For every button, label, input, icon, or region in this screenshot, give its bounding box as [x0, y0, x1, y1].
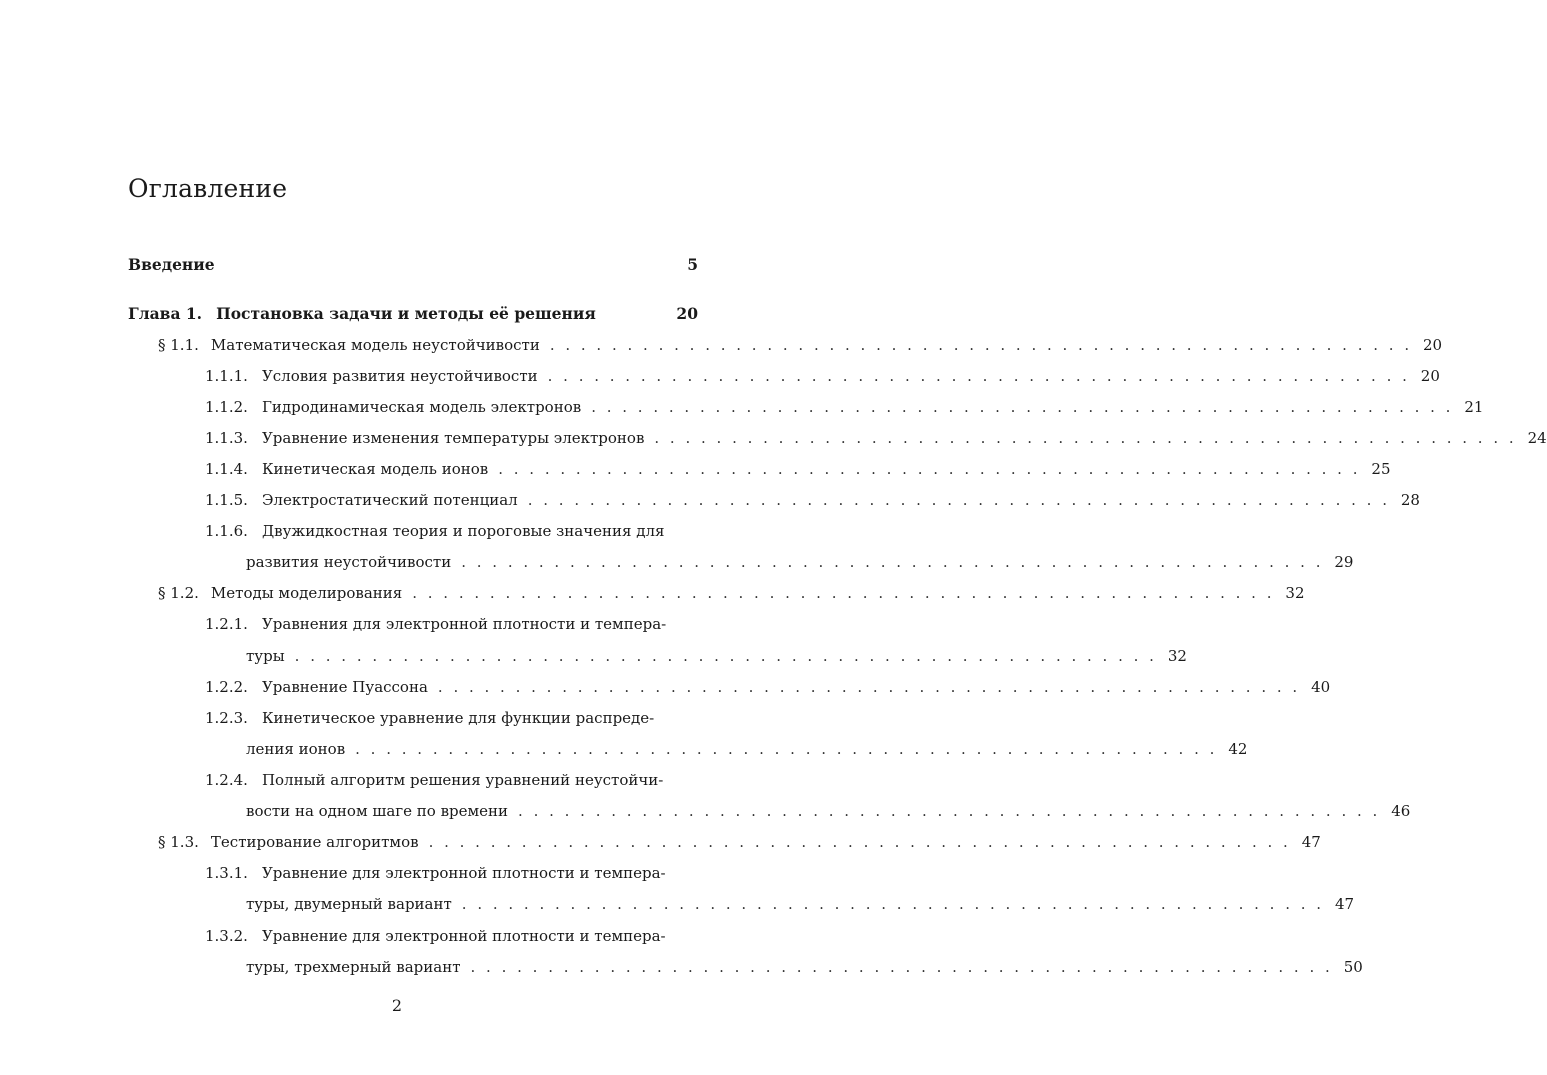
- toc-entry-subsection-line2: [246, 895, 1355, 913]
- dot-leader: . . . . . . . . . . . . . . . . . . . . . . . . . . . . . . . . . . . . . . . . . . . . . . . . . . . . . . . .: [470, 958, 1333, 976]
- entry-number: 1.2.3.: [205, 709, 248, 727]
- entry-number: Глава 1.: [128, 304, 203, 323]
- dot-leader: . . . . . . . . . . . . . . . . . . . . . . . . . . . . . . . . . . . . . . . . . . . . . . . . . . . . . . . .: [355, 740, 1218, 758]
- entry-page: 32: [1167, 647, 1187, 665]
- entry-number: 1.3.2.: [205, 927, 248, 945]
- entry-title: Уравнение для электронной плотности и темпера-: [261, 864, 666, 882]
- entry-title: Кинетическое уравнение для функции распреде-: [261, 709, 655, 727]
- dot-leader: . . . . . . . . . . . . . . . . . . . . . . . . . . . . . . . . . . . . . . . . . . . . . . . . . . . . . . . .: [412, 584, 1275, 602]
- entry-title-continuation: туры, трехмерный вариант: [246, 958, 461, 976]
- toc-heading: Оглавление: [128, 174, 288, 203]
- entry-page: 21: [1464, 398, 1484, 416]
- dot-leader: . . . . . . . . . . . . . . . . . . . . . . . . . . . . . . . . . . . . . . . . . . . . . . . . . . . . . . . .: [527, 491, 1390, 509]
- entry-title: Гидродинамическая модель электронов: [261, 398, 582, 416]
- entry-page: 32: [1285, 584, 1305, 602]
- entry-number: 1.3.1.: [205, 864, 248, 882]
- toc-entry-subsection-line2: [246, 647, 1187, 665]
- toc-entry-subsection: [205, 460, 1391, 478]
- entry-number: 1.2.4.: [205, 771, 248, 789]
- entry-page: 47: [1301, 833, 1321, 851]
- toc-entry-subsection-line2: [246, 553, 1354, 571]
- entry-number: 1.2.2.: [205, 678, 248, 696]
- toc-entry-section-1-1: [158, 336, 1443, 354]
- entry-page: 25: [1371, 460, 1391, 478]
- entry-title: Электростатический потенциал: [261, 491, 518, 509]
- entry-title: Уравнения для электронной плотности и темпера-: [261, 615, 667, 633]
- entry-page: 28: [1400, 491, 1420, 509]
- entry-number: § 1.1.: [158, 336, 199, 354]
- dot-leader: . . . . . . . . . . . . . . . . . . . . . . . . . . . . . . . . . . . . . . . . . . . . . . . . . . . . . . . .: [437, 678, 1301, 696]
- entry-title: Методы моделирования: [210, 584, 403, 602]
- entry-title: Уравнение для электронной плотности и темпера-: [261, 927, 666, 945]
- entry-page: 47: [1334, 895, 1355, 913]
- toc-entry-section-1-2: [158, 584, 1305, 602]
- entry-page: 20: [1423, 336, 1443, 354]
- toc-entry-section-1-3: [158, 833, 1321, 851]
- entry-title: Уравнение изменения температуры электронов: [261, 429, 645, 447]
- entry-page: 46: [1391, 802, 1411, 820]
- dot-leader: . . . . . . . . . . . . . . . . . . . . . . . . . . . . . . . . . . . . . . . . . . . . . . . . . . . . . . . .: [518, 802, 1381, 820]
- dot-leader: . . . . . . . . . . . . . . . . . . . . . . . . . . . . . . . . . . . . . . . . . . . . . . . . . . . . . . . .: [461, 895, 1325, 913]
- entry-title: Уравнение Пуассона: [261, 678, 428, 696]
- toc-entry-subsection: [205, 398, 1484, 416]
- entry-title: Двужидкостная теория и пороговые значения для: [261, 522, 665, 540]
- toc-entry-intro: [128, 256, 698, 274]
- entry-page: 20: [1420, 367, 1440, 385]
- toc-entry-subsection-line2: [246, 958, 1363, 976]
- entry-number: 1.2.1.: [205, 615, 248, 633]
- entry-number: 1.1.1.: [205, 367, 248, 385]
- entry-title-continuation: ления ионов: [246, 740, 346, 758]
- dot-leader: . . . . . . . . . . . . . . . . . . . . . . . . . . . . . . . . . . . . . . . . . . . . . . . . . . . . . . . .: [461, 553, 1324, 571]
- dot-leader: . . . . . . . . . . . . . . . . . . . . . . . . . . . . . . . . . . . . . . . . . . . . . . . . . . . . . . . .: [498, 460, 1361, 478]
- entry-number: 1.1.4.: [205, 460, 248, 478]
- toc-entry-subsection: [205, 678, 1331, 696]
- entry-page: 40: [1311, 678, 1331, 696]
- entry-number: 1.1.5.: [205, 491, 248, 509]
- toc-entry-subsection: [205, 491, 1420, 509]
- entry-title-continuation: туры, двумерный вариант: [246, 895, 452, 913]
- entry-page: 24: [1527, 429, 1547, 447]
- entry-title: Условия развития неустойчивости: [261, 367, 538, 385]
- entry-title: Полный алгоритм решения уравнений неустойчи-: [261, 771, 664, 789]
- entry-page: 20: [676, 304, 698, 323]
- dot-leader: . . . . . . . . . . . . . . . . . . . . . . . . . . . . . . . . . . . . . . . . . . . . . . . . . . . . . . . .: [294, 647, 1157, 665]
- toc-entry-chapter-1: [128, 305, 698, 323]
- entry-number: 1.1.2.: [205, 398, 248, 416]
- entry-title-continuation: развития неустойчивости: [246, 553, 452, 571]
- toc-entry-subsection-line2: [246, 740, 1248, 758]
- toc-entry-subsection-line1: [205, 709, 698, 727]
- entry-title: Математическая модель неустойчивости: [210, 336, 540, 354]
- toc-entry-subsection: [205, 367, 1440, 385]
- toc-entry-subsection-line1: [205, 927, 698, 945]
- entry-number: § 1.3.: [158, 833, 199, 851]
- toc-entry-subsection-line1: [205, 864, 698, 882]
- page-number: 2: [391, 996, 403, 1015]
- dot-leader: . . . . . . . . . . . . . . . . . . . . . . . . . . . . . . . . . . . . . . . . . . . . . . . . . . . . . . . .: [549, 336, 1413, 354]
- entry-title-continuation: вости на одном шаге по времени: [246, 802, 509, 820]
- entry-title: Введение: [128, 255, 215, 274]
- dot-leader: . . . . . . . . . . . . . . . . . . . . . . . . . . . . . . . . . . . . . . . . . . . . . . . . . . . . . . . .: [428, 833, 1291, 851]
- entry-title-continuation: туры: [246, 647, 285, 665]
- dot-leader: . . . . . . . . . . . . . . . . . . . . . . . . . . . . . . . . . . . . . . . . . . . . . . . . . . . . . . . .: [547, 367, 1410, 385]
- toc-entry-subsection: [205, 429, 1547, 447]
- entry-page: 29: [1334, 553, 1354, 571]
- dot-leader: . . . . . . . . . . . . . . . . . . . . . . . . . . . . . . . . . . . . . . . . . . . . . . . . . . . . . . . .: [591, 398, 1454, 416]
- entry-number: 1.1.3.: [205, 429, 248, 447]
- entry-title: Кинетическая модель ионов: [261, 460, 489, 478]
- entry-title: Тестирование алгоритмов: [210, 833, 419, 851]
- entry-page: 50: [1343, 958, 1363, 976]
- toc-entry-subsection-line1: [205, 771, 698, 789]
- dot-leader: . . . . . . . . . . . . . . . . . . . . . . . . . . . . . . . . . . . . . . . . . . . . . . . . . . . . . . . .: [654, 429, 1517, 447]
- toc-entry-subsection-line2: [246, 802, 1411, 820]
- toc-entry-subsection-line1: [205, 522, 698, 540]
- entry-page: 42: [1228, 740, 1248, 758]
- entry-number: § 1.2.: [158, 584, 199, 602]
- toc-entry-subsection-line1: [205, 615, 698, 633]
- entry-page: 5: [687, 255, 698, 274]
- entry-title: Постановка задачи и методы её решения: [216, 304, 596, 323]
- entry-number: 1.1.6.: [205, 522, 248, 540]
